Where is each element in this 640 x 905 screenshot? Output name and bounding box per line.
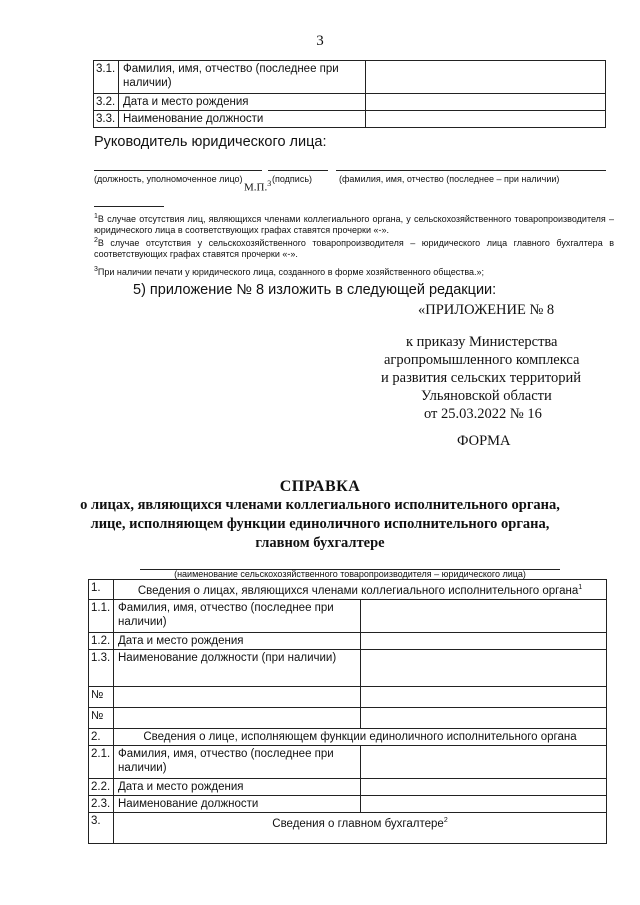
section-row [89, 728, 607, 745]
stamp-label: М.П. [244, 181, 268, 194]
row-label: Дата и место рождения [119, 94, 366, 111]
table-row [89, 745, 607, 778]
section-title-cell [114, 580, 607, 600]
row-value [361, 632, 607, 649]
subtitle-line: о лицах, являющихся членами коллегиального исполнительного органа, [80, 497, 560, 513]
name-caption: (фамилия, имя, отчество (последнее – при наличии) [339, 174, 560, 184]
subtitle-line: главном бухгалтере [255, 535, 385, 551]
section-title: Сведения о главном бухгалтере [272, 817, 444, 830]
main-table [88, 579, 607, 844]
appendix-ref-line: агропромышленного комплекса [384, 352, 580, 368]
row-value [361, 795, 607, 812]
row-number: 3.3. [94, 111, 119, 128]
stamp-footnote-ref: 3 [267, 179, 272, 188]
subtitle-line: лице, исполняющем функции единоличного исполнительного органа, [90, 516, 550, 532]
table-row [89, 649, 607, 686]
row-value [361, 707, 607, 728]
table-row [89, 707, 607, 728]
footnote-number: 2 [94, 237, 98, 244]
signature-caption: (подпись) [272, 174, 313, 184]
page-number: 3 [316, 33, 324, 49]
row-label [114, 686, 361, 707]
row-number: 3.1. [94, 61, 119, 94]
footnote-text: В случае отсутствия у сельскохозяйственного товаропроизводителя – юридического лица главного бухгалтера в соответствующих графах ставятся прочерки «-». [94, 238, 614, 259]
row-value [366, 61, 606, 94]
footnote-separator [94, 206, 164, 207]
table-row [89, 795, 607, 812]
appendix-title: «ПРИЛОЖЕНИЕ № 8 [418, 302, 555, 318]
row-number: № [89, 707, 114, 728]
row-label: Дата и место рождения [114, 778, 361, 795]
row-value [361, 649, 607, 686]
section-title-cell [114, 812, 607, 843]
section-number: 1. [89, 580, 114, 600]
table-row [89, 686, 607, 707]
section-number: 3. [89, 812, 114, 843]
section-number: 2. [89, 728, 114, 745]
row-label: Фамилия, имя, отчество (последнее при наличии) [114, 599, 361, 632]
section-row [89, 812, 607, 843]
producer-caption: (наименование сельскохозяйственного товаропроизводителя – юридического лица) [174, 569, 526, 579]
position-line [94, 170, 262, 171]
row-value [361, 686, 607, 707]
section-row [89, 580, 607, 600]
row-label: Наименование должности [114, 795, 361, 812]
section-title: Сведения о лицах, являющихся членами коллегиального исполнительного органа [137, 584, 579, 597]
row-number: 1.1. [89, 599, 114, 632]
table-row [94, 61, 606, 94]
row-number: 2.1. [89, 745, 114, 778]
table-row [89, 632, 607, 649]
row-label: Наименование должности [119, 111, 366, 128]
top-table [93, 60, 606, 128]
row-number: № [89, 686, 114, 707]
amendment-item: 5) приложение № 8 изложить в следующей редакции: [133, 282, 497, 298]
row-label [114, 707, 361, 728]
position-caption: (должность, уполномоченное лицо) [94, 174, 243, 184]
appendix-ref-line: от 25.03.2022 № 16 [424, 406, 542, 422]
row-value [361, 599, 607, 632]
row-number: 1.2. [89, 632, 114, 649]
row-label: Фамилия, имя, отчество (последнее при наличии) [114, 745, 361, 778]
appendix-ref-line: и развития сельских территорий [381, 370, 582, 386]
row-value [366, 111, 606, 128]
row-value [366, 94, 606, 111]
form-label: ФОРМА [457, 433, 511, 449]
appendix-ref-line: Ульяновской области [421, 388, 552, 404]
document-subtitle [0, 496, 640, 553]
table-row [89, 599, 607, 632]
row-number: 1.3. [89, 649, 114, 686]
row-value [361, 745, 607, 778]
footnote [94, 211, 614, 236]
table-row [89, 778, 607, 795]
row-number: 2.2. [89, 778, 114, 795]
row-number: 2.3. [89, 795, 114, 812]
table-row [94, 94, 606, 111]
row-label-text: Наименование должности (при наличии) [118, 651, 337, 664]
section-footnote-ref: 1 [578, 584, 583, 591]
name-line [336, 170, 606, 171]
appendix-ref-line: к приказу Министерства [406, 334, 558, 350]
row-number: 3.2. [94, 94, 119, 111]
document-title: СПРАВКА [279, 478, 361, 495]
row-label [114, 649, 361, 686]
head-label: Руководитель юридического лица: [94, 134, 327, 150]
footnote-number: 3 [94, 266, 98, 273]
section-title: Сведения о лице, исполняющем функции единоличного исполнительного органа [114, 728, 607, 745]
signature-line [268, 170, 328, 171]
stamp-place [244, 179, 271, 194]
row-label: Фамилия, имя, отчество (последнее при наличии) [119, 61, 366, 94]
row-value [361, 778, 607, 795]
footnote [94, 264, 614, 278]
footnote-text: В случае отсутствия лиц, являющихся членами коллегиального органа, у сельскохозяйственного товаропроизводителя – юридического лица в соответствующих графах ставятся прочерки «-». [94, 214, 614, 235]
table-row [94, 111, 606, 128]
footnote-text: При наличии печати у юридического лица, созданного в форме хозяйственного общества.»; [97, 267, 485, 277]
footnote-number: 1 [94, 213, 98, 220]
footnote [94, 235, 614, 260]
row-label: Дата и место рождения [114, 632, 361, 649]
section-footnote-ref: 2 [443, 816, 448, 824]
